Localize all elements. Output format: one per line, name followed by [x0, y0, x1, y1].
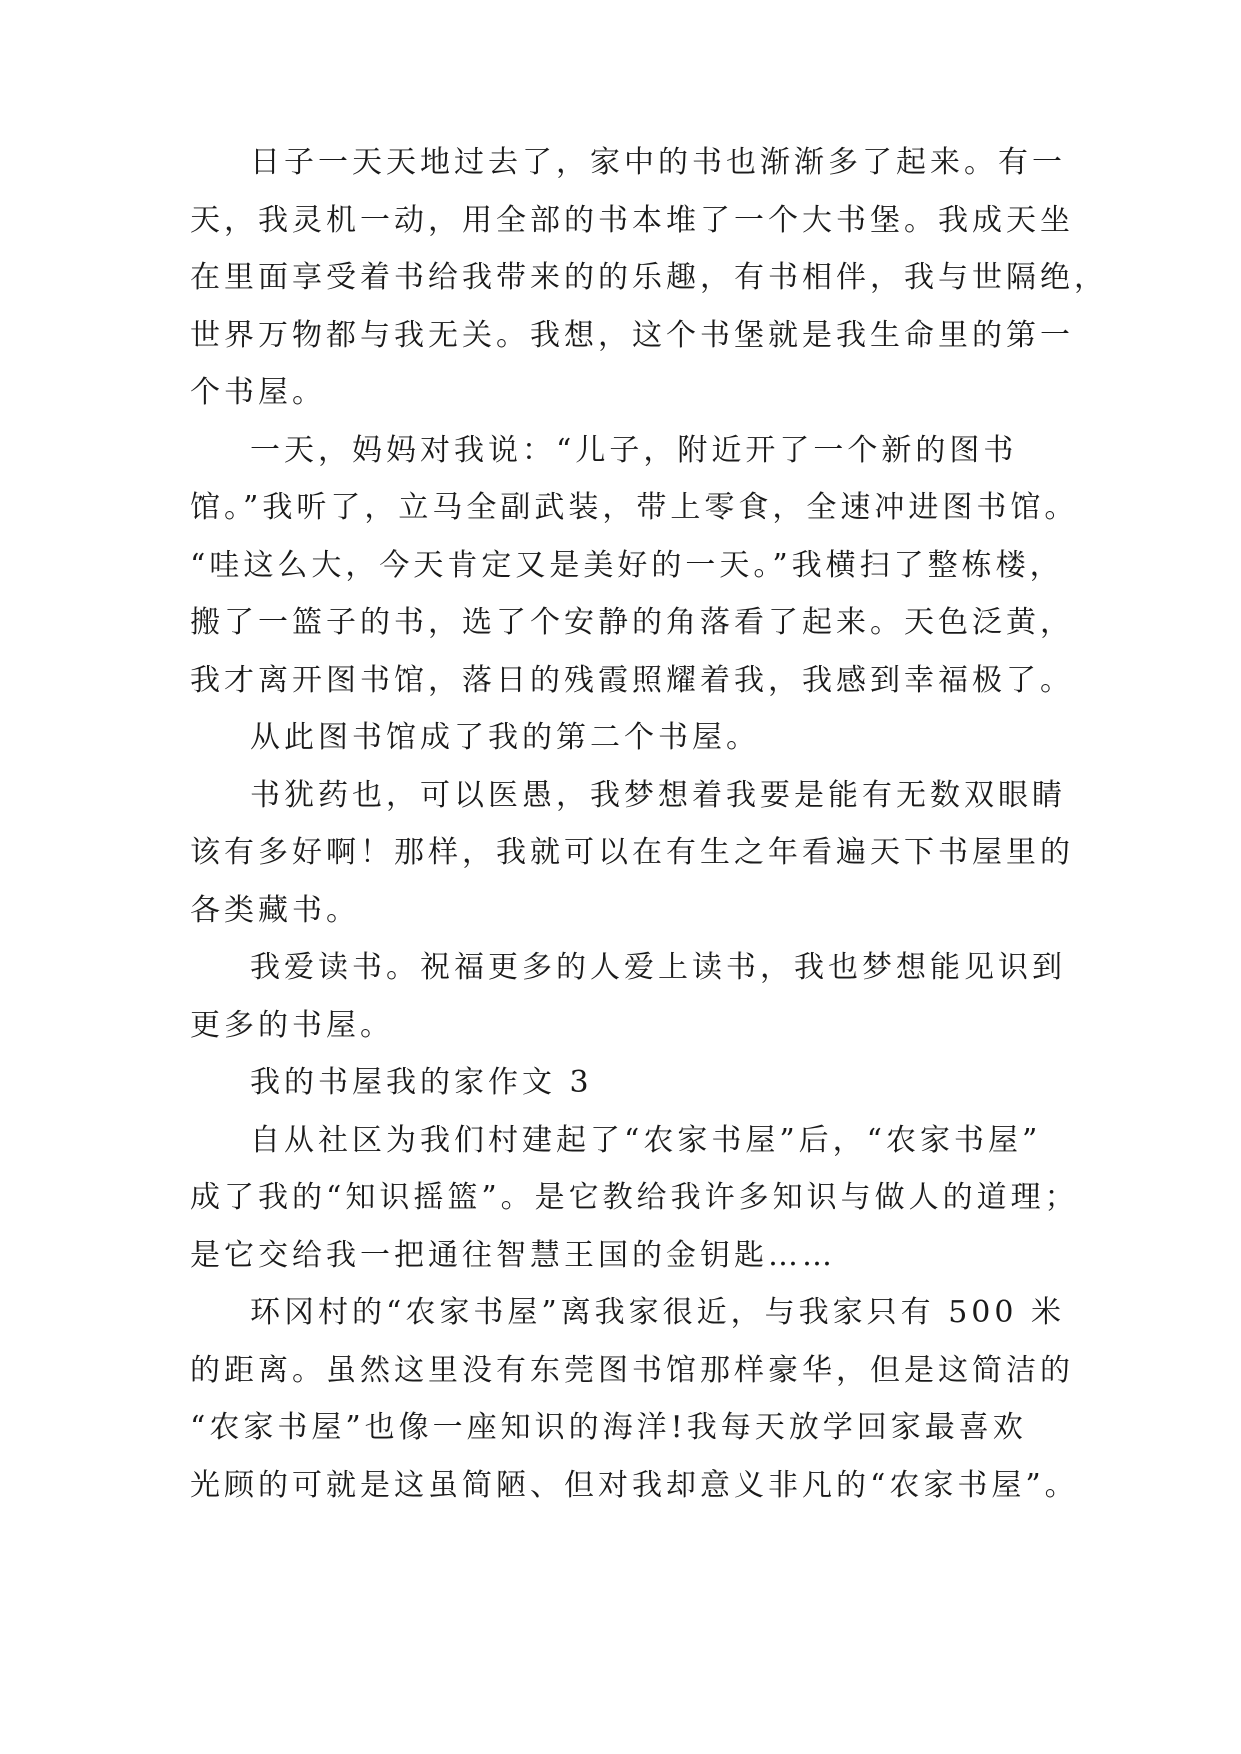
paragraph-line: 我爱读书。祝福更多的人爱上读书，我也梦想能见识到 [250, 950, 1066, 985]
paragraph-line: 个书屋。 [190, 375, 326, 410]
paragraph-line: “农家书屋”也像一座知识的海洋!我每天放学回家最喜欢 [190, 1410, 1027, 1445]
paragraph-line: 更多的书屋。 [190, 1008, 394, 1043]
paragraph-line: 环冈村的“农家书屋”离我家很近，与我家只有 500 米 [250, 1295, 1066, 1330]
paragraph-line: 该有多好啊！那样，我就可以在有生之年看遍天下书屋里的 [190, 835, 1074, 870]
section-heading: 我的书屋我的家作文 3 [250, 1065, 593, 1100]
paragraph-line: 搬了一篮子的书，选了个安静的角落看了起来。天色泛黄， [190, 605, 1074, 640]
paragraph-line: 各类藏书。 [190, 893, 360, 928]
paragraph-line: 从此图书馆成了我的第二个书屋。 [250, 720, 760, 755]
paragraph-line: 一天，妈妈对我说：“儿子，附近开了一个新的图书 [250, 433, 1018, 468]
paragraph-line: 是它交给我一把通往智慧王国的金钥匙…… [190, 1238, 836, 1273]
paragraph-line: 日子一天天地过去了，家中的书也渐渐多了起来。有一 [250, 145, 1066, 180]
paragraph-line: 的距离。虽然这里没有东莞图书馆那样豪华，但是这简洁的 [190, 1353, 1074, 1388]
paragraph-line: “哇这么大，今天肯定又是美好的一天。”我横扫了整栋楼， [190, 548, 1064, 583]
paragraph-line: 天，我灵机一动，用全部的书本堆了一个大书堡。我成天坐 [190, 203, 1074, 238]
paragraph-line: 自从社区为我们村建起了“农家书屋”后，“农家书屋” [250, 1123, 1042, 1158]
paragraph-line: 世界万物都与我无关。我想，这个书堡就是我生命里的第一 [190, 318, 1074, 353]
paragraph-line: 在里面享受着书给我带来的的乐趣，有书相伴，我与世隔绝， [190, 260, 1108, 295]
paragraph-line: 馆。”我听了，立马全副武装，带上零食，全速冲进图书馆。 [190, 490, 1079, 525]
paragraph-line: 光顾的可就是这虽简陋、但对我却意义非凡的“农家书屋”。 [190, 1468, 1079, 1503]
paragraph-line: 成了我的“知识摇篮”。是它教给我许多知识与做人的道理； [190, 1180, 1079, 1215]
paragraph-line: 我才离开图书馆，落日的残霞照耀着我，我感到幸福极了。 [190, 663, 1074, 698]
paragraph-line: 书犹药也，可以医愚，我梦想着我要是能有无数双眼睛 [250, 778, 1066, 813]
